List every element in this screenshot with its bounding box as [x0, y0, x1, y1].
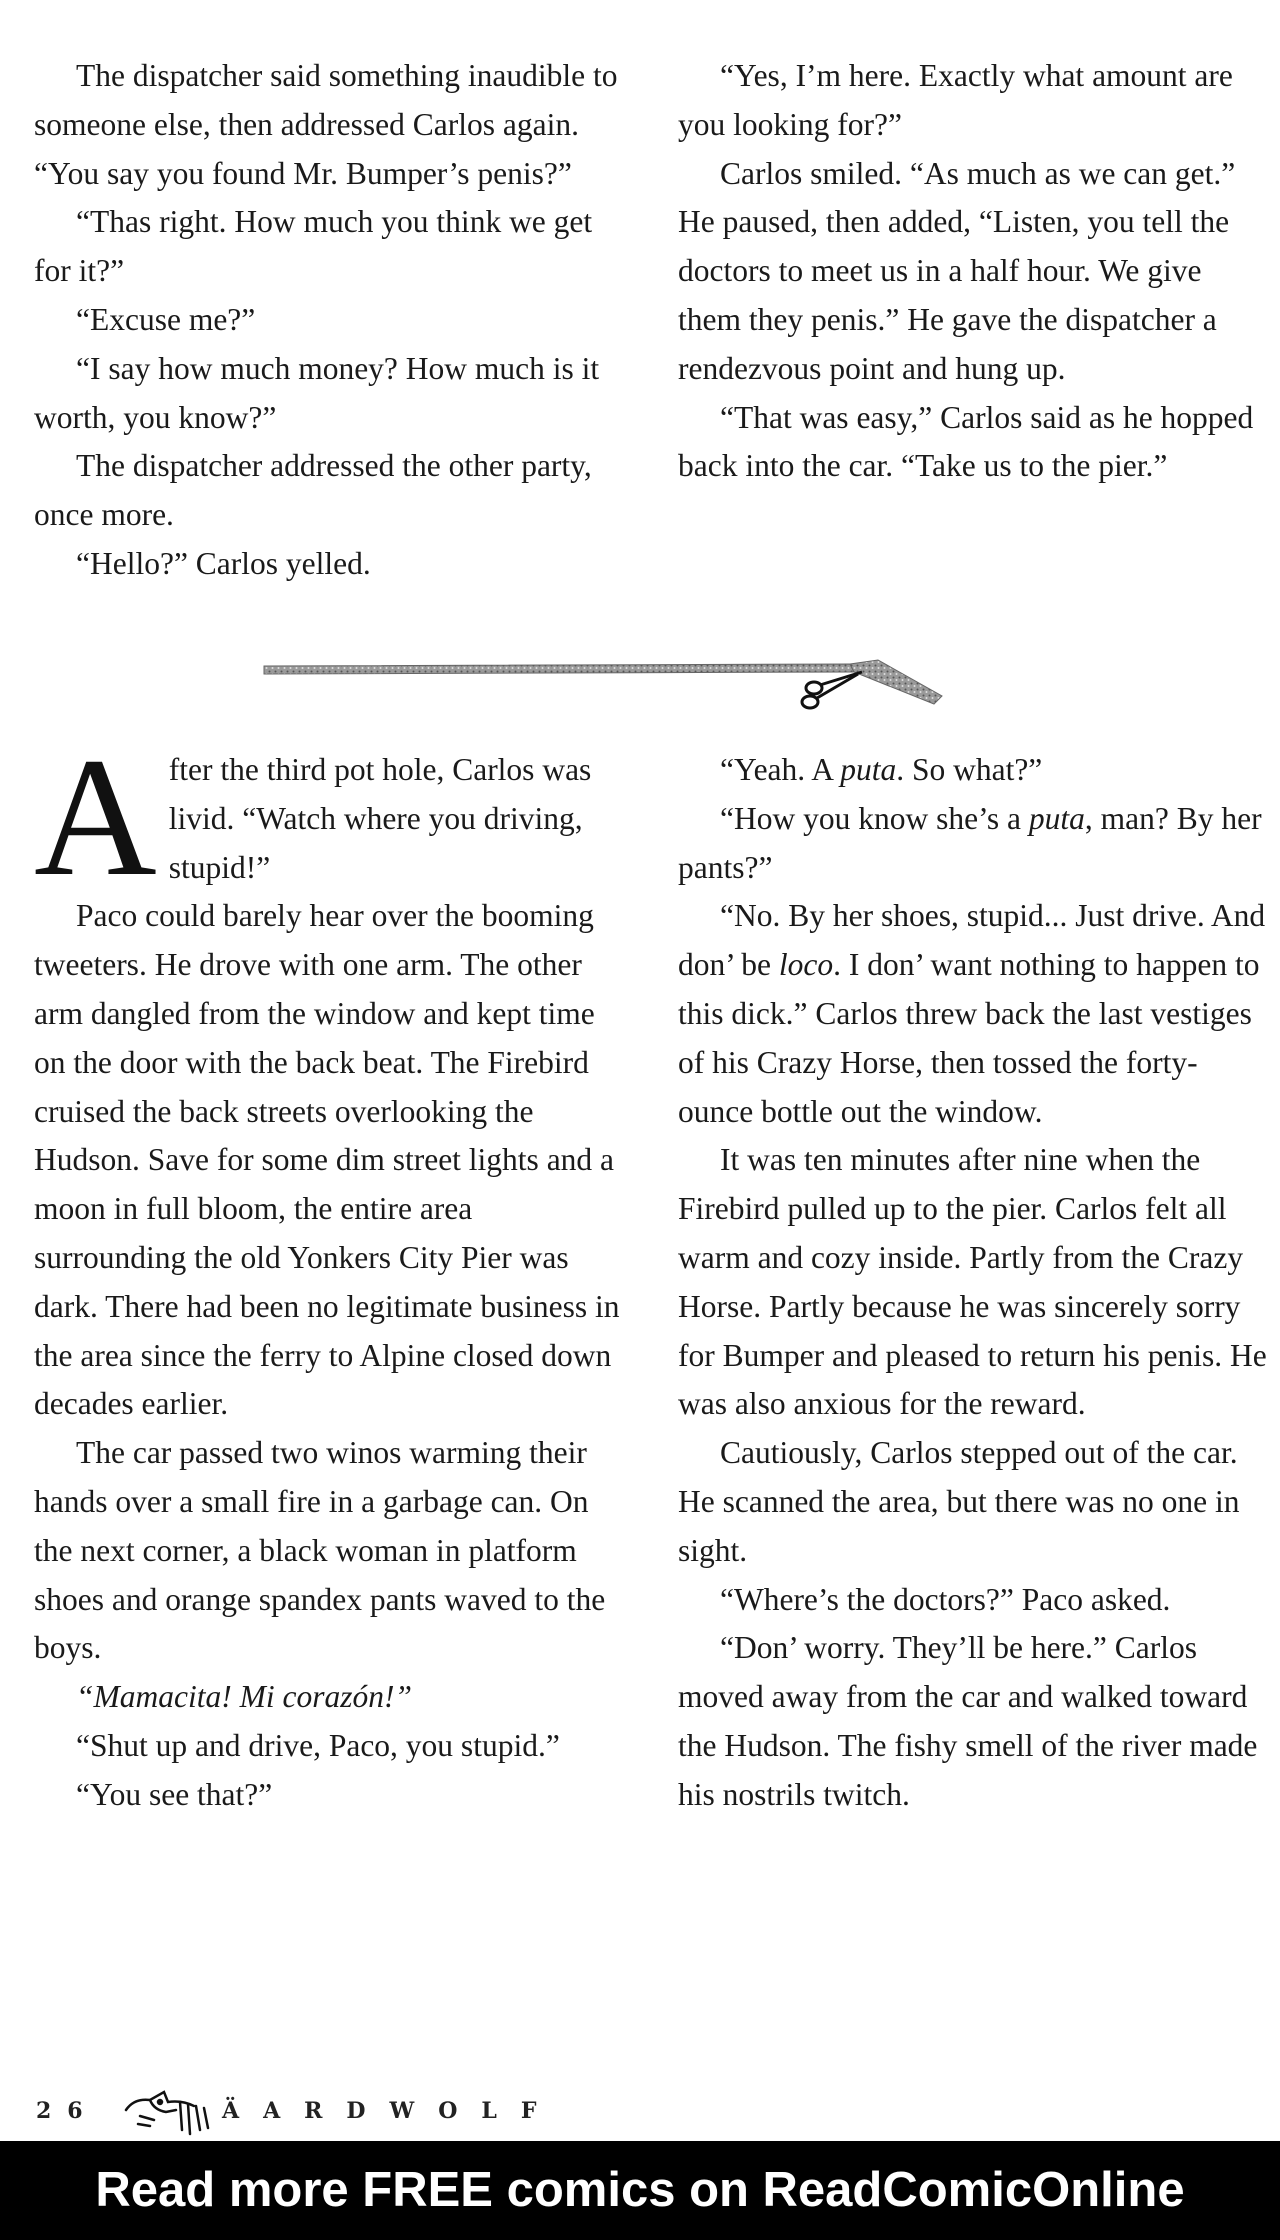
promo-banner[interactable]: Read more FREE comics on ReadComicOnline	[0, 2141, 1280, 2240]
magazine-title: ÄARDWOLF	[222, 2098, 561, 2124]
paragraph: The dispatcher addressed the other party, once more.	[34, 448, 592, 533]
paragraph: The dispatcher said something inaudible to someone else, then addressed Carlos again. “You say you found Mr. Bumper’s penis?”	[34, 58, 618, 191]
paragraph: “Shut up and drive, Paco, you stupid.”	[76, 1727, 560, 1763]
paragraph: “Yeah. A puta. So what?”	[720, 752, 1043, 787]
paragraph: Cautiously, Carlos stepped out of the car. He scanned the area, but there was no one in sight.	[678, 1435, 1240, 1568]
paragraph: “Don’ worry. They’ll be here.” Carlos moved away from the car and walked toward the Hudson. The fishy smell of the river made his nostrils twitch.	[678, 1630, 1258, 1812]
page-footer	[32, 2080, 732, 2140]
paragraph: “You see that?”	[76, 1776, 273, 1812]
paragraph: “I say how much money? How much is it worth, you know?”	[34, 350, 600, 435]
drop-cap: A	[34, 723, 157, 911]
bottom-left-column	[34, 723, 624, 1820]
top-right-column	[678, 52, 1268, 491]
paragraph: “Yes, I’m here. Exactly what amount are you looking for?”	[678, 58, 1233, 142]
paragraph: After the third pot hole, Carlos was livid. “Watch where you driving, stupid!”	[34, 723, 592, 911]
paragraph: “Mamacita! Mi corazón!”	[76, 1679, 412, 1715]
paragraph: “How you know she’s a puta, man? By her pants?”	[678, 800, 1262, 885]
page-number: 26	[36, 2098, 99, 2124]
paragraph: “Where’s the doctors?” Paco asked.	[720, 1581, 1171, 1617]
paragraph: “That was easy,” Carlos said as he hopped back into the car. “Take us to the pier.”	[678, 399, 1254, 484]
scissors-divider	[262, 652, 952, 722]
paragraph: “Hello?” Carlos yelled.	[76, 545, 371, 581]
paragraph: “Thas right. How much you think we get for it?”	[34, 204, 593, 289]
paragraph: Carlos smiled. “As much as we can get.” He paused, then added, “Listen, you tell the doctors to meet us in a half hour. We give them they penis.” He gave the dispatcher a rendezvous point and hung up.	[678, 155, 1236, 386]
bottom-right-column	[678, 746, 1268, 1820]
paragraph: The car passed two winos warming their hands over a small fire in a garbage can. On the next corner, a black woman in platform shoes and orange spandex pants waved to the boys.	[34, 1435, 606, 1666]
aardwolf-logo-icon	[120, 2080, 214, 2140]
paragraph: It was ten minutes after nine when the Firebird pulled up to the pier. Carlos felt all warm and cozy inside. Partly from the Crazy Horse. Partly because he was sincerely sorry for Bumper and pleased to return his penis. He was also anxious for the reward.	[678, 1142, 1267, 1422]
paragraph: “Excuse me?”	[76, 301, 256, 337]
paragraph: Paco could barely hear over the booming tweeters. He drove with one arm. The other arm dangled from the window and kept time on the door with the back beat. The Firebird cruised the back streets overlooking the Hudson. Save for some dim street lights and a moon in full bloom, the entire area surrounding the old Yonkers City Pier was dark. There had been no legitimate business in the area since the ferry to Alpine closed down decades earlier.	[34, 898, 620, 1422]
paragraph: “No. By her shoes, stupid... Just drive. And don’ be loco. I don’ want nothing to happen to this dick.” Carlos threw back the last vestiges of his Crazy Horse, then tossed the forty-ounce bottle out the window.	[678, 898, 1266, 1129]
scissors-icon	[802, 672, 862, 708]
top-left-column	[34, 52, 624, 589]
